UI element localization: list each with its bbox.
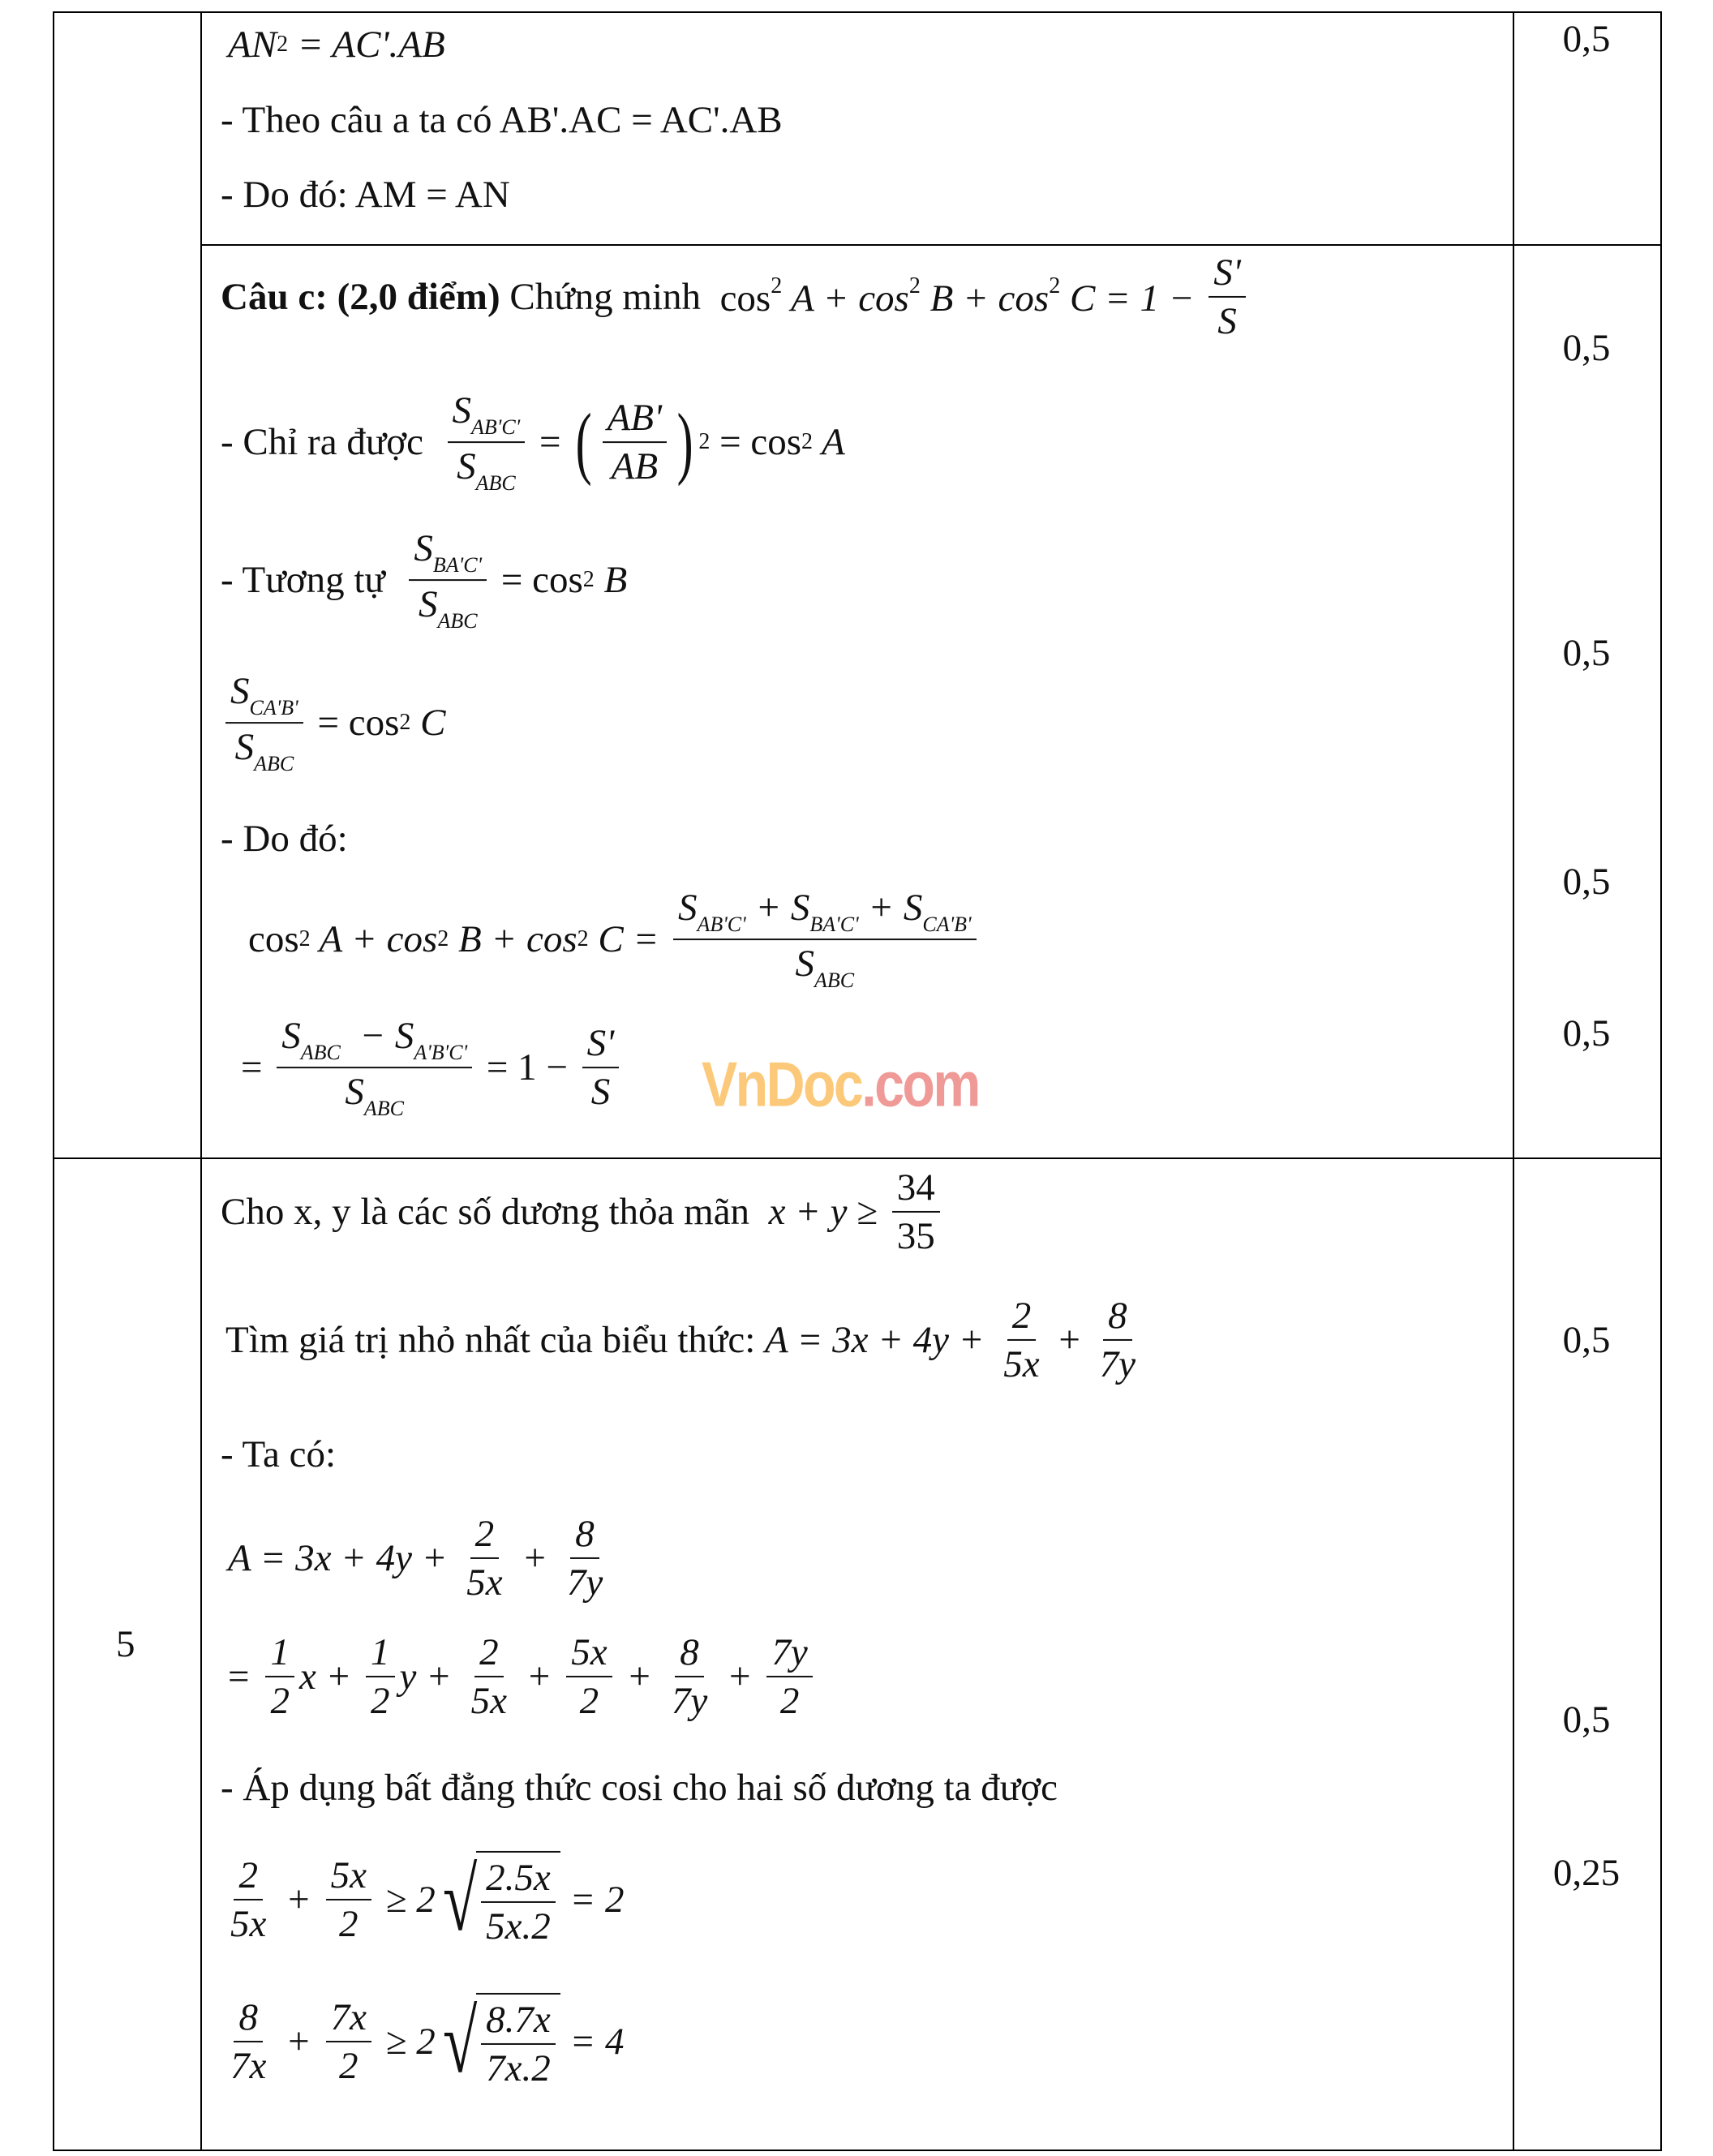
right-paren: ): [676, 397, 693, 487]
fraction: $\frac{8}{7y}$: [671, 1630, 708, 1722]
fraction: $\frac{S_{CA'B'}}{S_{ABC}}$: [225, 669, 303, 776]
question-c-title: [221, 251, 1251, 343]
table-border-bottom: [53, 2150, 1662, 2151]
fraction: $\frac{S_{AB'C'} + S_{BA'C'} + S_{CA'B'}}{S_{ABC}}$: [673, 886, 977, 993]
left-paren: (: [575, 397, 592, 487]
question-label: Câu c: (2,0 điểm): [221, 276, 500, 318]
fraction: $\frac{S_{AB'C'}}{S_{ABC}}$: [448, 389, 526, 496]
formula-an-squared: [228, 23, 445, 67]
fraction: $\frac{AB'}{AB}$: [603, 396, 667, 488]
text: AN: [228, 24, 277, 66]
fraction: $\frac{8}{7y}$: [1099, 1294, 1136, 1385]
superscript: 2: [399, 710, 411, 735]
score: 0,5: [1562, 1319, 1611, 1361]
score: 0,5: [1562, 327, 1611, 369]
fraction: $\frac{S'}{S}$: [1209, 251, 1246, 343]
text-line: - Do đó: AM = AN: [221, 174, 510, 216]
fraction: $\frac{34}{35}$: [892, 1166, 940, 1258]
split-formula: = $\frac{1}{2}$ x + $\frac{1}{2}$ y + $\frac{2}{5x}$ + $\frac{5x}{2}$ + $\frac{8}{7y}$ + $\frac{7y}{2}$: [225, 1630, 818, 1723]
text-line: - Theo câu a ta có AB'.AC = AC'.AB: [221, 99, 783, 141]
square-root: √ $\frac{8.7x}{7x.2}$: [436, 1993, 560, 2090]
text: A: [813, 421, 845, 463]
table-border-top: [53, 11, 1662, 13]
tuong-tu-line: [221, 526, 627, 633]
fraction: $\frac{S_{ABC} - S_{A'B'C'}}{S_{ABC}}$: [277, 1014, 472, 1121]
fraction: $\frac{8}{7x}$: [230, 1995, 267, 2087]
superscript: 2: [277, 32, 289, 57]
row-divider: [53, 1157, 1662, 1159]
superscript: 2: [582, 567, 595, 592]
score: 0,5: [1562, 1699, 1611, 1741]
fraction: $\frac{S'}{S}$: [582, 1021, 620, 1114]
fraction: $\frac{8}{7y}$: [566, 1512, 603, 1604]
sum-formula: cos 2 A + cos 2 B + cos 2 C = $\frac{S_{AB'C'} + S_{BA'C'} + S_{CA'B'}}{S_{ABC}}$: [248, 886, 981, 993]
fraction: $\frac{S_{BA'C'}}{S_{ABC}}$: [409, 526, 487, 633]
square-root: √ $\frac{2.5x}{5x.2}$: [436, 1851, 560, 1948]
fraction: $\frac{7y}{2}$: [766, 1630, 812, 1723]
text: = cos: [492, 559, 583, 601]
text: - Tương tự: [221, 559, 405, 601]
fraction: $\frac{2}{5x}$: [466, 1512, 503, 1604]
score: 0,25: [1552, 1852, 1621, 1894]
text-line: - Áp dụng bất đẳng thức cosi cho hai số dương ta được: [221, 1767, 1058, 1809]
fraction: $\frac{2}{5x}$: [1003, 1294, 1040, 1385]
text-line: - Do đó:: [221, 818, 348, 860]
table-border-right: [1660, 11, 1662, 2151]
table-border-left: [53, 11, 54, 2151]
row-divider: [200, 244, 1662, 246]
superscript: 2: [801, 429, 814, 454]
superscript: 2: [698, 429, 711, 454]
text: C: [410, 702, 446, 744]
final-formula: = $\frac{S_{ABC} - S_{A'B'C'}}{S_{ABC}}$ = 1 − $\frac{S'}{S}$: [241, 1014, 624, 1121]
score: 0,5: [1562, 861, 1611, 903]
fraction: $\frac{5x}{2}$: [326, 1853, 371, 1946]
text: B: [594, 559, 628, 601]
text: = cos: [307, 702, 400, 744]
fraction: $\frac{5x}{2}$: [566, 1630, 612, 1723]
inequality-1: $\frac{2}{5x}$ + $\frac{5x}{2}$ ≥ 2 √ $\frac{2.5x}{5x.2}$ = 2: [221, 1851, 624, 1948]
score: 0,5: [1562, 1012, 1611, 1054]
score: 0,5: [1562, 632, 1611, 674]
column-divider: [200, 11, 202, 2151]
fraction: $\frac{7x}{2}$: [326, 1995, 371, 2088]
a-formula: A = 3x + 4y + $\frac{2}{5x}$ + $\frac{8}{7y}$: [228, 1512, 612, 1604]
fraction: $\frac{2}{5x}$: [230, 1853, 267, 1945]
tim-line: Tìm giá trị nhỏ nhất của biểu thức: A = 3x + 4y + $\frac{2}{5x}$ + $\frac{8}{7y}$: [225, 1294, 1145, 1386]
text: Chứng minh: [500, 276, 720, 318]
fraction: $\frac{1}{2}$: [265, 1630, 294, 1723]
text: =: [530, 421, 571, 463]
text: = AC'.AB: [288, 24, 445, 66]
third-ratio-line: [221, 669, 446, 776]
vndoc-watermark-logo: VnDoc.com: [702, 1048, 979, 1120]
question-number: 5: [116, 1623, 135, 1665]
score: 0,5: [1562, 18, 1611, 60]
text: - Chỉ ra được: [221, 421, 443, 463]
text-line: - Ta có:: [221, 1433, 337, 1475]
inequality-2: $\frac{8}{7x}$ + $\frac{7x}{2}$ ≥ 2 √ $\frac{8.7x}{7x.2}$ = 4: [221, 1993, 624, 2090]
formula: $\cos^2 A + \cos^2 B + \cos^2 C = 1$ −: [719, 273, 1204, 320]
chi-ra-line: [221, 389, 845, 496]
cho-line: Cho x, y là các số dương thỏa mãn x + y ≥ $\frac{34}{35}$: [221, 1166, 945, 1258]
fraction: $\frac{2}{5x}$: [470, 1630, 507, 1722]
fraction: $\frac{1}{2}$: [366, 1630, 395, 1723]
text: = cos: [710, 421, 802, 463]
